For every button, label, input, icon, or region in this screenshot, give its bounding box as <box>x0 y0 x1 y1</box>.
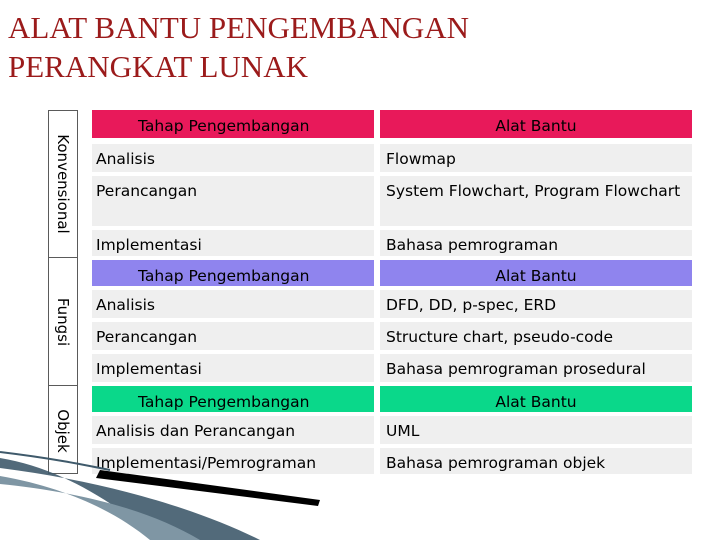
category-label-fungsi: Fungsi <box>54 297 72 346</box>
tool-cell: Structure chart, pseudo-code <box>380 322 692 350</box>
stage-cell: Implementasi <box>92 230 374 256</box>
stage-cell: Analisis <box>92 144 374 172</box>
header-stage: Tahap Pengembangan <box>92 386 374 412</box>
table-row <box>92 230 692 256</box>
header-stage: Tahap Pengembangan <box>92 110 374 138</box>
tool-cell: Flowmap <box>380 144 692 172</box>
stage-cell: Analisis dan Perancangan <box>92 416 374 444</box>
header-tool: Alat Bantu <box>380 110 692 138</box>
table-header-row <box>92 260 692 286</box>
table-row <box>92 176 692 226</box>
table-row <box>92 322 692 350</box>
category-fungsi <box>49 257 77 385</box>
tool-cell: Bahasa pemrograman objek <box>380 448 692 474</box>
table-header-row <box>92 386 692 412</box>
category-label-objek: Objek <box>54 408 72 453</box>
table-header-row <box>92 110 692 138</box>
tool-cell: UML <box>380 416 692 444</box>
table-row <box>92 290 692 318</box>
category-konvensional <box>49 111 77 257</box>
stage-cell: Analisis <box>92 290 374 318</box>
tool-cell: Bahasa pemrograman prosedural <box>380 354 692 382</box>
slide-title-line-1: ALAT BANTU PENGEMBANGAN <box>8 10 469 45</box>
stage-cell: Implementasi <box>92 354 374 382</box>
stage-cell: Implementasi/Pemrograman <box>92 448 374 474</box>
stage-cell: Perancangan <box>92 176 374 226</box>
header-tool: Alat Bantu <box>380 260 692 286</box>
header-stage: Tahap Pengembangan <box>92 260 374 286</box>
tool-cell: System Flowchart, Program Flowchart <box>380 176 692 226</box>
header-tool: Alat Bantu <box>380 386 692 412</box>
table-row <box>92 354 692 382</box>
slide-title <box>8 8 469 86</box>
slide-title-line-2: PERANGKAT LUNAK <box>8 49 308 84</box>
decorative-swoosh <box>0 440 720 540</box>
category-sidebar <box>48 110 78 474</box>
stage-cell: Perancangan <box>92 322 374 350</box>
category-label-konvensional: Konvensional <box>54 134 72 234</box>
table-row <box>92 144 692 172</box>
tool-cell: DFD, DD, p-spec, ERD <box>380 290 692 318</box>
tool-cell: Bahasa pemrograman <box>380 230 692 256</box>
